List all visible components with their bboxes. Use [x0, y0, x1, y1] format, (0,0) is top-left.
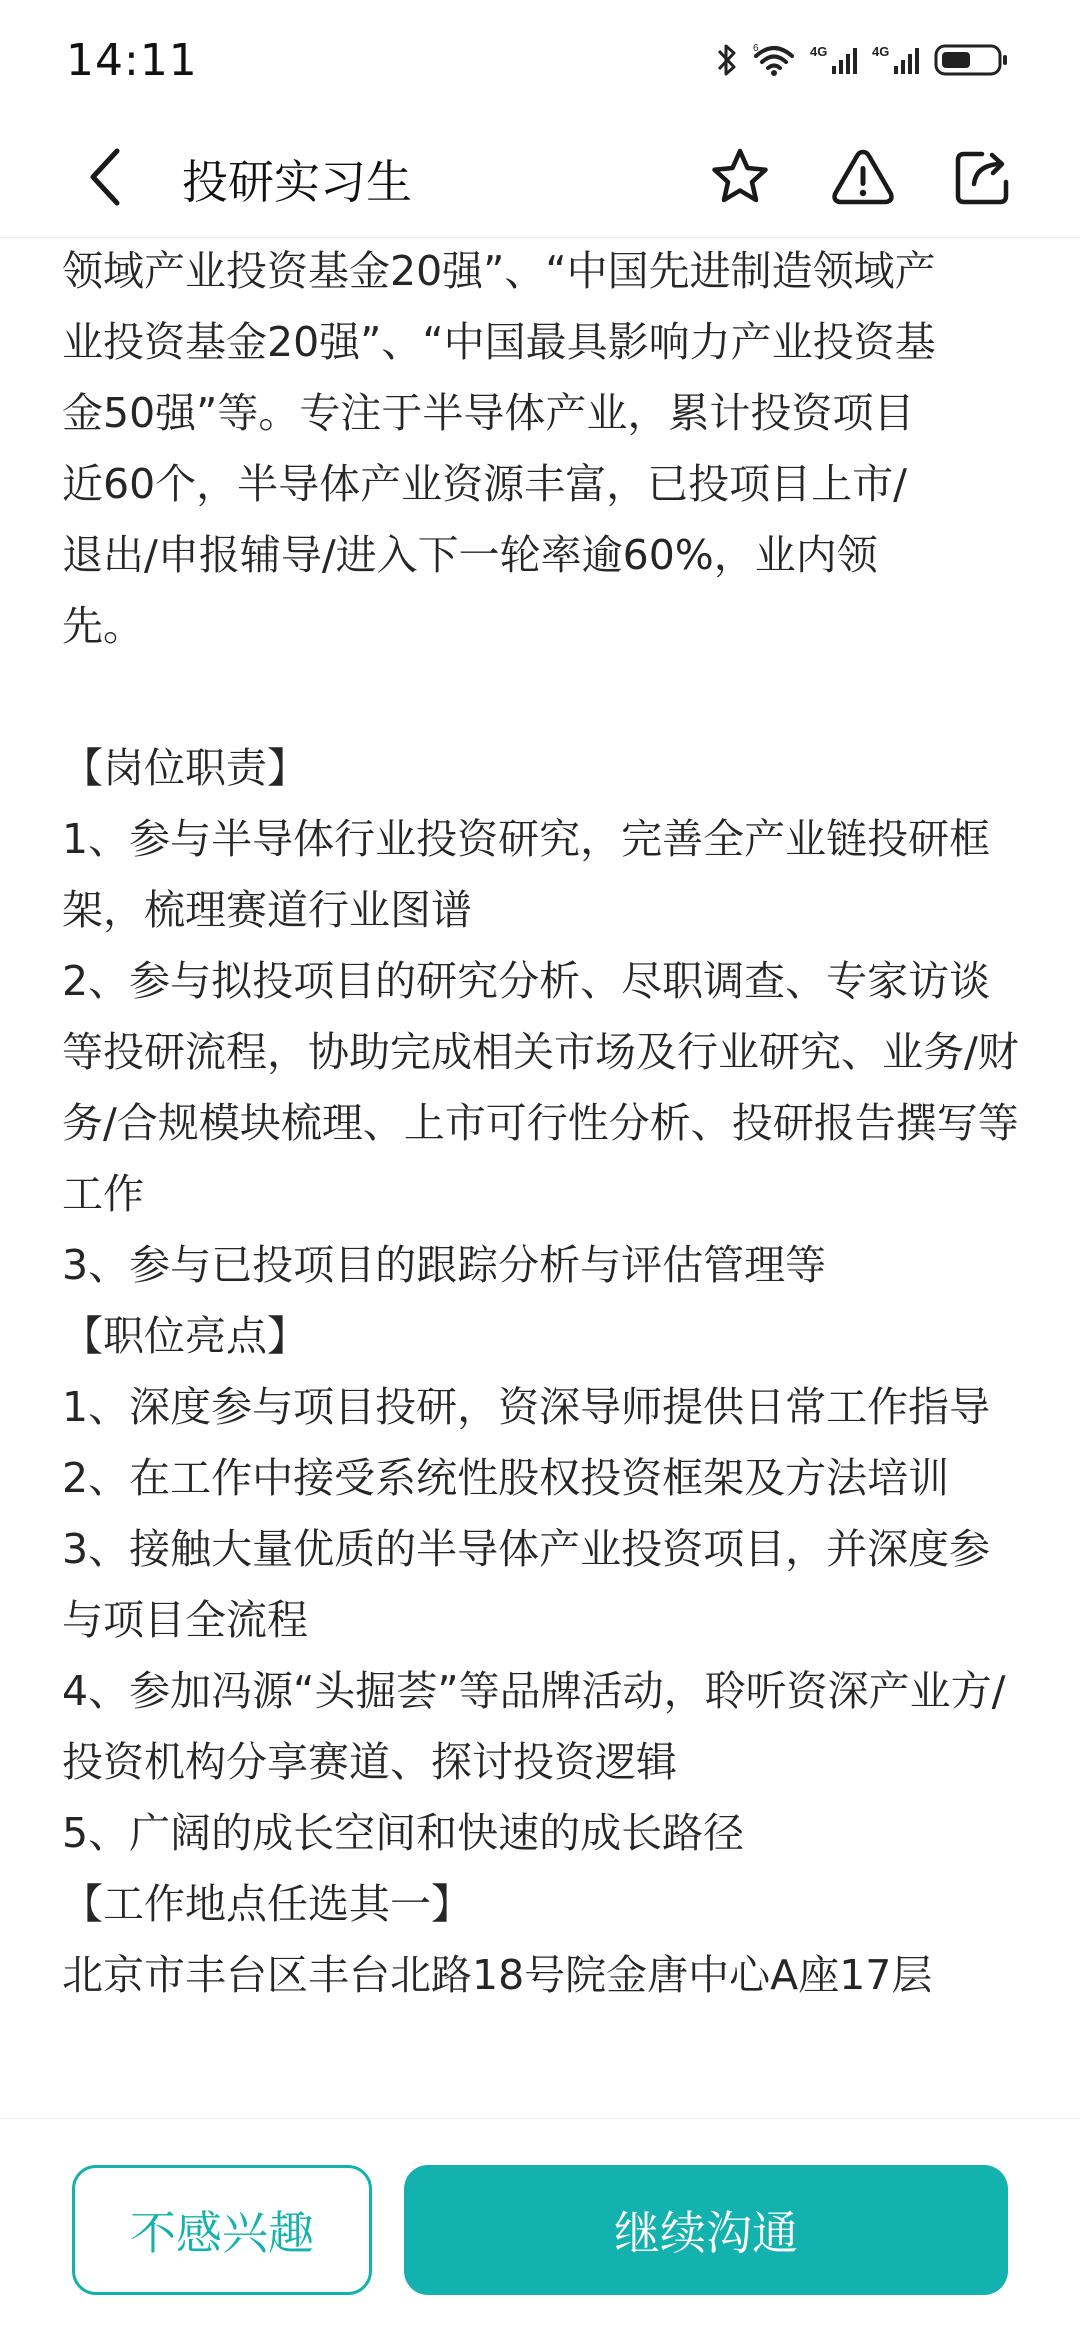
company-intro [62, 238, 1022, 662]
signal-label: 4G [810, 44, 828, 59]
continue-chat-button[interactable]: 继续沟通 [404, 2165, 1008, 2295]
signal-4g-icon [872, 42, 920, 78]
bottom-action-bar [0, 2118, 1080, 2340]
status-bar [0, 0, 1080, 120]
svg-text:6: 6 [753, 43, 759, 54]
battery-icon [934, 42, 1010, 78]
status-time: 14:11 [66, 34, 198, 86]
report-button[interactable] [818, 134, 908, 224]
location-heading: 【工作地点任选其一】 [62, 1880, 472, 1928]
warning-icon [830, 146, 896, 212]
highlights-heading: 【职位亮点】 [62, 1312, 308, 1360]
nav-bar [0, 120, 1080, 238]
spacer [62, 662, 1022, 733]
job-description[interactable] [0, 238, 1080, 2118]
highlight-item: 4、参加冯源“头掘荟”等品牌活动，聆听资深产业方/投资机构分享赛道、探讨投资逻辑 [62, 1667, 1006, 1786]
star-icon [709, 146, 771, 212]
signal-4g-icon [810, 42, 858, 78]
status-icons [716, 42, 1010, 78]
back-button[interactable] [60, 134, 150, 224]
chevron-left-icon [85, 147, 125, 211]
highlight-item: 3、接触大量优质的半导体产业投资项目，并深度参与项目全流程 [62, 1525, 991, 1644]
intro-line: 退出/申报辅导/进入下一轮率逾60%，业内领 [62, 531, 878, 579]
duties-heading: 【岗位职责】 [62, 744, 308, 792]
favorite-button[interactable] [695, 134, 785, 224]
location-item: 北京市丰台区丰台北路18号院金唐中心A座17层 [62, 1951, 933, 1999]
not-interested-button[interactable]: 不感兴趣 [72, 2165, 372, 2295]
wifi-icon [752, 42, 796, 78]
share-icon [952, 146, 1014, 212]
intro-line: 金50强”等。专注于半导体产业，累计投资项目 [62, 389, 915, 437]
highlight-item: 5、广阔的成长空间和快速的成长路径 [62, 1809, 745, 1857]
intro-line: 近60个，半导体产业资源丰富，已投项目上市/ [62, 460, 907, 508]
intro-line: 先。 [62, 602, 144, 650]
highlight-item: 1、深度参与项目投研，资深导师提供日常工作指导 [62, 1383, 991, 1431]
intro-line: 业投资基金20强”、“中国最具影响力产业投资基 [62, 318, 936, 366]
intro-line: 领域产业投资基金20强”、“中国先进制造领域产 [62, 247, 936, 295]
duty-item: 3、参与已投项目的跟踪分析与评估管理等 [62, 1241, 827, 1289]
signal-label: 4G [872, 44, 890, 59]
highlight-item: 2、在工作中接受系统性股权投资框架及方法培训 [62, 1454, 950, 1502]
bluetooth-icon [716, 42, 738, 78]
duty-item: 1、参与半导体行业投资研究，完善全产业链投研框架，梳理赛道行业图谱 [62, 815, 991, 934]
page-title: 投研实习生 [182, 155, 412, 209]
duty-item: 2、参与拟投项目的研究分析、尽职调查、专家访谈等投研流程，协助完成相关市场及行业研究、业务/财务/合规模块梳理、上市可行性分析、投研报告撰写等工作 [62, 957, 1019, 1218]
share-button[interactable] [938, 134, 1028, 224]
